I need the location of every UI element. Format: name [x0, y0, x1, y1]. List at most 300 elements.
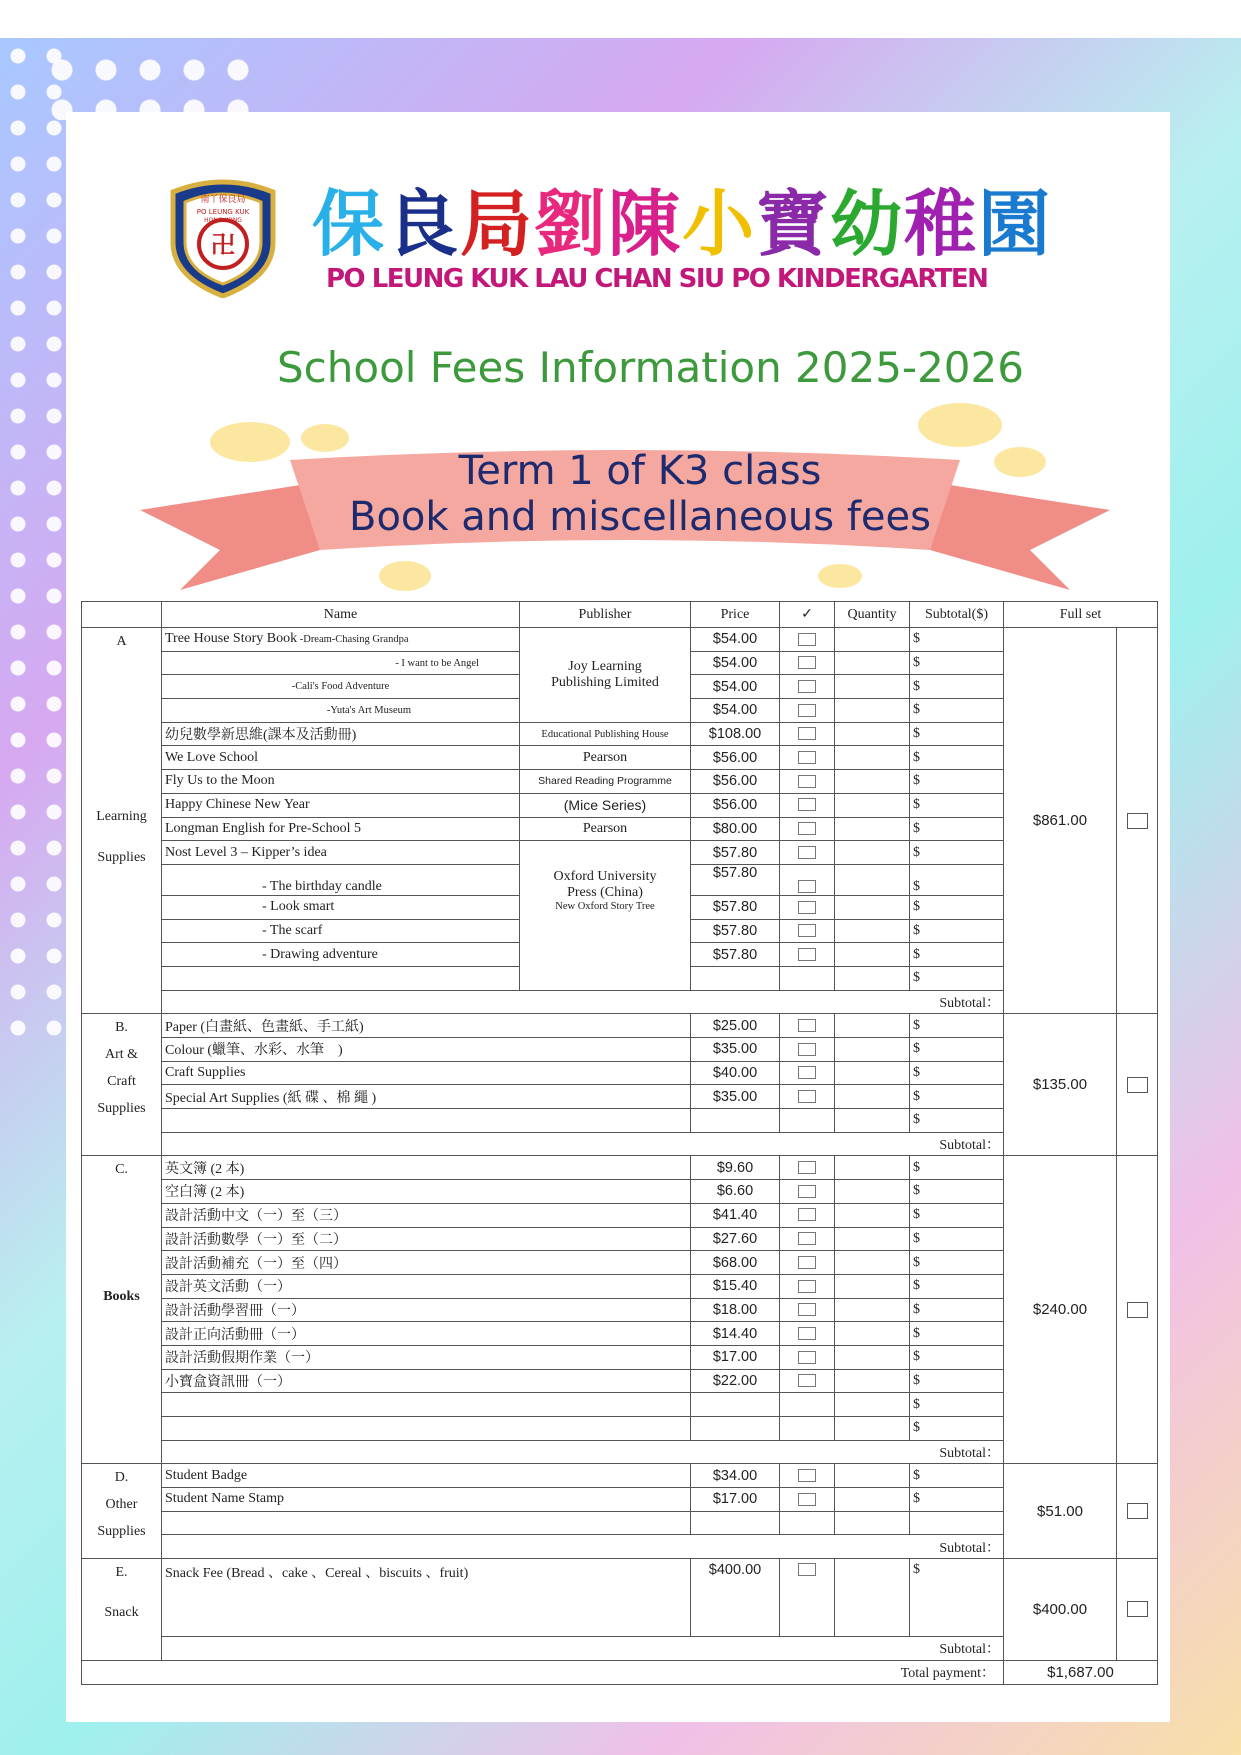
- section-d-cat-1: Other: [105, 1497, 138, 1513]
- item-price: $108.00: [691, 722, 780, 746]
- publisher-line: Press (China): [567, 885, 643, 901]
- decorative-dots: [0, 38, 70, 1038]
- checkbox[interactable]: [798, 680, 816, 693]
- checkbox[interactable]: [798, 1232, 816, 1245]
- section-e-full-set-price: $400.00: [1004, 1559, 1117, 1661]
- section-b-cat-3: Supplies: [97, 1101, 146, 1117]
- item-price: $54.00: [691, 651, 780, 675]
- subtotal-cell: $: [910, 651, 1004, 675]
- item-price: $41.40: [691, 1203, 780, 1227]
- item-name: - The birthday candle: [162, 864, 520, 895]
- section-a-full-set-price: $861.00: [1004, 628, 1117, 1014]
- section-e-category: [82, 1559, 162, 1661]
- full-set-checkbox[interactable]: [1127, 813, 1148, 829]
- quantity-cell[interactable]: [835, 722, 910, 746]
- school-chinese-name: [312, 166, 1052, 270]
- banner-text: [300, 448, 980, 540]
- decorative-dots-top: [40, 50, 260, 120]
- item-price: $17.00: [691, 1345, 780, 1369]
- title-char-5: 小: [682, 182, 757, 266]
- section-c-category: [82, 1156, 162, 1464]
- item-name: 設計活動補充（一）至（四）: [162, 1251, 691, 1275]
- checkbox[interactable]: [798, 1493, 816, 1506]
- quantity-cell[interactable]: [835, 1227, 910, 1251]
- total-payment-label: Total payment：: [82, 1660, 1004, 1684]
- quantity-cell[interactable]: [835, 1251, 910, 1275]
- table-row: [82, 841, 1158, 865]
- item-name: 幼兒數學新思維(課本及活動冊): [162, 722, 520, 746]
- section-e-full-set-check[interactable]: [1117, 1559, 1158, 1661]
- subtotal-cell: $: [910, 1322, 1004, 1346]
- check-cell[interactable]: [780, 793, 835, 817]
- item-name: 設計英文活動（一）: [162, 1274, 691, 1298]
- checkbox[interactable]: [798, 633, 816, 646]
- quantity-cell[interactable]: [835, 1109, 910, 1133]
- subtotal-cell: $: [910, 1417, 1004, 1441]
- item-name: Paper (白畫紙、色畫紙、手工紙): [162, 1014, 691, 1038]
- checkbox[interactable]: [798, 1185, 816, 1198]
- subtotal-cell: $: [910, 628, 1004, 652]
- table-row: [82, 746, 1158, 770]
- checkbox[interactable]: [798, 1019, 816, 1032]
- checkbox[interactable]: [798, 1303, 816, 1316]
- subtotal-cell: $: [910, 699, 1004, 723]
- subtotal-cell: $: [910, 1345, 1004, 1369]
- item-price: $15.40: [691, 1274, 780, 1298]
- check-cell[interactable]: [780, 841, 835, 865]
- table-row: [82, 1109, 1158, 1133]
- check-cell[interactable]: [780, 770, 835, 794]
- checkbox[interactable]: [798, 1066, 816, 1079]
- check-cell[interactable]: [780, 1203, 835, 1227]
- section-c-full-set-check[interactable]: [1117, 1156, 1158, 1464]
- table-row: [82, 770, 1158, 794]
- item-name: Special Art Supplies (紙 碟 、棉 繩 ): [162, 1085, 691, 1109]
- check-cell[interactable]: [780, 1227, 835, 1251]
- quantity-cell[interactable]: [835, 628, 910, 652]
- checkbox[interactable]: [798, 1090, 816, 1103]
- title-char-3: 劉: [534, 182, 609, 266]
- quantity-cell[interactable]: [835, 770, 910, 794]
- section-e-letter: E.: [115, 1565, 128, 1581]
- fees-table: [81, 601, 1158, 1685]
- quantity-cell[interactable]: [835, 1488, 910, 1512]
- checkbox[interactable]: [798, 948, 816, 961]
- table-row: [82, 1014, 1158, 1038]
- table-row: [82, 1038, 1158, 1062]
- quantity-cell[interactable]: [835, 1369, 910, 1393]
- item-price: $80.00: [691, 817, 780, 841]
- quantity-cell[interactable]: [835, 1014, 910, 1038]
- section-d-full-set-check[interactable]: [1117, 1464, 1158, 1559]
- subtotal-cell: $: [910, 1274, 1004, 1298]
- item-price: [691, 1109, 780, 1133]
- checkbox[interactable]: [798, 846, 816, 859]
- check-cell[interactable]: [780, 1298, 835, 1322]
- quantity-cell[interactable]: [835, 1156, 910, 1180]
- quantity-cell[interactable]: [835, 651, 910, 675]
- check-cell: [780, 1109, 835, 1133]
- subtotal-cell: $: [910, 770, 1004, 794]
- check-cell[interactable]: [780, 1345, 835, 1369]
- item-price: $9.60: [691, 1156, 780, 1180]
- title-char-0: 保: [312, 182, 387, 266]
- publisher-line: Publishing Limited: [551, 674, 659, 690]
- check-cell[interactable]: [780, 1369, 835, 1393]
- item-name: Fly Us to the Moon: [162, 770, 520, 794]
- item-price: $54.00: [691, 699, 780, 723]
- table-row: [82, 817, 1158, 841]
- item-name-suffix: -Dream-Chasing Grandpa: [297, 634, 409, 646]
- subtotal-cell: $: [910, 1298, 1004, 1322]
- checkbox[interactable]: [798, 1374, 816, 1387]
- check-cell[interactable]: [780, 1156, 835, 1180]
- item-name: 設計活動中文（一）至（三）: [162, 1203, 691, 1227]
- subtotal-cell: [910, 1511, 1004, 1535]
- table-row: [82, 628, 1158, 652]
- check-cell[interactable]: [780, 1488, 835, 1512]
- checkbox[interactable]: [798, 1043, 816, 1056]
- quantity-cell[interactable]: [835, 1559, 910, 1637]
- subtotal-cell: $: [910, 722, 1004, 746]
- item-price: $25.00: [691, 1014, 780, 1038]
- quantity-cell[interactable]: [835, 1274, 910, 1298]
- item-price: $35.00: [691, 1038, 780, 1062]
- publisher-cell: Pearson: [520, 746, 691, 770]
- checkbox[interactable]: [798, 924, 816, 937]
- subtotal-cell: $: [910, 919, 1004, 943]
- item-price: $57.80: [691, 864, 780, 895]
- item-price: [691, 1393, 780, 1417]
- check-cell[interactable]: [780, 1180, 835, 1204]
- page-subtitle: School Fees Information 2025-2026: [277, 343, 1024, 392]
- subtotal-cell: $: [910, 966, 1004, 990]
- table-row: [82, 1393, 1158, 1417]
- item-price: [691, 966, 780, 990]
- table-row: [82, 1559, 1158, 1637]
- item-name: 設計活動數學（一）至（二）: [162, 1227, 691, 1251]
- item-price: $18.00: [691, 1298, 780, 1322]
- header-category: [82, 602, 162, 628]
- subtotal-cell: $: [910, 1559, 1004, 1637]
- quantity-cell[interactable]: [835, 966, 910, 990]
- item-name: [162, 966, 520, 990]
- full-set-checkbox[interactable]: [1127, 1302, 1148, 1318]
- publisher-cell: Shared Reading Programme: [520, 770, 691, 794]
- item-name: 英文簿 (2 本): [162, 1156, 691, 1180]
- section-b-letter: B.: [115, 1020, 128, 1036]
- quantity-cell[interactable]: [835, 1085, 910, 1109]
- check-cell[interactable]: [780, 1464, 835, 1488]
- publisher-cell: Educational Publishing House: [520, 722, 691, 746]
- item-name: [162, 1393, 691, 1417]
- total-row: [82, 1660, 1158, 1684]
- subtotal-cell: $: [910, 1156, 1004, 1180]
- item-price: $57.80: [691, 895, 780, 919]
- check-cell[interactable]: [780, 651, 835, 675]
- table-header-row: [82, 602, 1158, 628]
- item-name: 小寶盒資訊冊（一）: [162, 1369, 691, 1393]
- check-cell[interactable]: [780, 895, 835, 919]
- section-d-full-set-price: $51.00: [1004, 1464, 1117, 1559]
- item-name-text: Tree House Story Book: [165, 631, 298, 647]
- quantity-cell[interactable]: [835, 1298, 910, 1322]
- check-cell[interactable]: [780, 1559, 835, 1637]
- subtotal-cell: $: [910, 1488, 1004, 1512]
- quantity-cell[interactable]: [835, 1393, 910, 1417]
- header-subtotal: Subtotal($): [910, 602, 1004, 628]
- logo-mid-text: PO LEUNG KUK: [196, 208, 250, 216]
- item-name: [162, 628, 520, 652]
- subtotal-cell: $: [910, 1085, 1004, 1109]
- check-cell: [780, 1417, 835, 1441]
- full-set-checkbox[interactable]: [1127, 1503, 1148, 1519]
- check-cell[interactable]: [780, 1085, 835, 1109]
- checkbox[interactable]: [798, 1469, 816, 1482]
- checkbox[interactable]: [798, 1256, 816, 1269]
- item-name: [162, 1511, 691, 1535]
- quantity-cell[interactable]: [835, 841, 910, 865]
- publisher-cell: [520, 841, 691, 990]
- subtotal-cell: $: [910, 864, 1004, 895]
- subtotal-cell: $: [910, 746, 1004, 770]
- item-price: $57.80: [691, 919, 780, 943]
- total-payment-value: $1,687.00: [1004, 1660, 1158, 1684]
- table-row: [82, 1322, 1158, 1346]
- subtotal-cell: $: [910, 1464, 1004, 1488]
- quantity-cell[interactable]: [835, 1417, 910, 1441]
- header-quantity: Quantity: [835, 602, 910, 628]
- item-price: $57.80: [691, 943, 780, 967]
- check-cell[interactable]: [780, 628, 835, 652]
- quantity-cell[interactable]: [835, 793, 910, 817]
- item-name: 設計正向活動冊（一）: [162, 1322, 691, 1346]
- section-b-full-set-check[interactable]: [1117, 1014, 1158, 1156]
- item-price: $54.00: [691, 628, 780, 652]
- subtotal-cell: $: [910, 1109, 1004, 1133]
- quantity-cell[interactable]: [835, 919, 910, 943]
- svg-text:卍: 卍: [211, 231, 235, 259]
- banner-line-2: Book and miscellaneous fees: [349, 494, 931, 540]
- quantity-cell[interactable]: [835, 943, 910, 967]
- publisher-line: Oxford University: [553, 869, 657, 885]
- check-cell[interactable]: [780, 1061, 835, 1085]
- logo-top-text: 南丫保良局: [200, 195, 246, 205]
- check-cell: [780, 1511, 835, 1535]
- check-cell[interactable]: [780, 1038, 835, 1062]
- check-cell: [780, 1393, 835, 1417]
- banner-line-1: Term 1 of K3 class: [458, 448, 822, 494]
- check-cell[interactable]: [780, 943, 835, 967]
- item-name: We Love School: [162, 746, 520, 770]
- section-a-category: [82, 628, 162, 1014]
- quantity-cell[interactable]: [835, 1180, 910, 1204]
- subtotal-cell: $: [910, 817, 1004, 841]
- section-b-cat-2: Craft: [107, 1074, 136, 1090]
- check-cell: [780, 966, 835, 990]
- quantity-cell[interactable]: [835, 699, 910, 723]
- header-publisher: Publisher: [520, 602, 691, 628]
- checkbox[interactable]: [798, 798, 816, 811]
- item-name: Colour (蠟筆、水彩、水筆 ): [162, 1038, 691, 1062]
- table-row: [82, 722, 1158, 746]
- item-price: [691, 1511, 780, 1535]
- section-b-cat-1: Art &: [104, 1047, 139, 1063]
- subtotal-cell: $: [910, 1203, 1004, 1227]
- table-row: [82, 1251, 1158, 1275]
- item-name: - I want to be Angel: [162, 651, 520, 675]
- item-price: $56.00: [691, 770, 780, 794]
- school-english-name: PO LEUNG KUK LAU CHAN SIU PO KINDERGARTEN: [326, 264, 988, 294]
- table-row: [82, 793, 1158, 817]
- check-cell[interactable]: [780, 817, 835, 841]
- table-row: [82, 1085, 1158, 1109]
- checkbox[interactable]: [798, 656, 816, 669]
- section-b-category: [82, 1014, 162, 1156]
- check-cell[interactable]: [780, 675, 835, 699]
- full-set-checkbox[interactable]: [1127, 1077, 1148, 1093]
- quantity-cell[interactable]: [835, 895, 910, 919]
- quantity-cell[interactable]: [835, 675, 910, 699]
- table-row: [82, 1180, 1158, 1204]
- checkbox[interactable]: [798, 1161, 816, 1174]
- check-cell[interactable]: [780, 722, 835, 746]
- item-name: 設計活動假期作業（一）: [162, 1345, 691, 1369]
- quantity-cell[interactable]: [835, 1511, 910, 1535]
- quantity-cell[interactable]: [835, 1061, 910, 1085]
- subtotal-cell: $: [910, 1393, 1004, 1417]
- subtotal-cell: $: [910, 1180, 1004, 1204]
- checkbox[interactable]: [798, 901, 816, 914]
- checkbox[interactable]: [798, 822, 816, 835]
- checkbox[interactable]: [798, 1351, 816, 1364]
- title-char-2: 局: [460, 182, 535, 266]
- section-c-cat-1: Books: [103, 1289, 140, 1305]
- check-cell[interactable]: [780, 1014, 835, 1038]
- subtotal-label: Subtotal：: [162, 1132, 1004, 1156]
- subtotal-cell: $: [910, 1061, 1004, 1085]
- subtotal-row: [82, 1132, 1158, 1156]
- title-char-9: 園: [978, 182, 1053, 266]
- publisher-cell: (Mice Series): [520, 793, 691, 817]
- checkbox[interactable]: [798, 751, 816, 764]
- item-price: $17.00: [691, 1488, 780, 1512]
- item-name: Nost Level 3 – Kipper’s idea: [162, 841, 520, 865]
- checkbox[interactable]: [798, 1280, 816, 1293]
- table-row: [82, 1156, 1158, 1180]
- item-price: $400.00: [691, 1559, 780, 1637]
- checkbox[interactable]: [798, 1327, 816, 1340]
- subtotal-row: [82, 1535, 1158, 1559]
- publisher-line: Joy Learning: [568, 658, 642, 674]
- full-set-checkbox[interactable]: [1127, 1601, 1148, 1617]
- header-full-set: Full set: [1004, 602, 1158, 628]
- subtotal-label: Subtotal：: [162, 1440, 1004, 1464]
- logo-bot-text: HONG KONG: [204, 217, 242, 224]
- item-name: -Cali's Food Adventure: [162, 675, 520, 699]
- check-cell[interactable]: [780, 699, 835, 723]
- item-name: Snack Fee (Bread 、cake 、Cereal 、biscuits 、fruit): [162, 1559, 691, 1637]
- check-cell[interactable]: [780, 1251, 835, 1275]
- item-name: Student Badge: [162, 1464, 691, 1488]
- title-char-4: 陳: [608, 182, 683, 266]
- section-e-cat-1: Snack: [104, 1605, 139, 1621]
- item-price: $68.00: [691, 1251, 780, 1275]
- item-name: Longman English for Pre-School 5: [162, 817, 520, 841]
- item-price: $22.00: [691, 1369, 780, 1393]
- check-cell[interactable]: [780, 864, 835, 895]
- item-price: $35.00: [691, 1085, 780, 1109]
- table-row: [82, 1227, 1158, 1251]
- subtotal-label: Subtotal：: [162, 990, 1004, 1014]
- checkbox[interactable]: [798, 880, 816, 893]
- subtotal-cell: $: [910, 793, 1004, 817]
- quantity-cell[interactable]: [835, 817, 910, 841]
- item-name: [162, 1417, 691, 1441]
- checkbox[interactable]: [798, 704, 816, 717]
- quantity-cell[interactable]: [835, 1345, 910, 1369]
- check-cell[interactable]: [780, 1322, 835, 1346]
- item-price: [691, 1417, 780, 1441]
- section-d-category: [82, 1464, 162, 1559]
- table-row: [82, 1345, 1158, 1369]
- section-a-full-set-check[interactable]: [1117, 628, 1158, 1014]
- item-price: $54.00: [691, 675, 780, 699]
- item-price: $34.00: [691, 1464, 780, 1488]
- item-price: $57.80: [691, 841, 780, 865]
- table-row: [82, 1369, 1158, 1393]
- quantity-cell[interactable]: [835, 1038, 910, 1062]
- item-name: Craft Supplies: [162, 1061, 691, 1085]
- item-price: $27.60: [691, 1227, 780, 1251]
- item-name: Happy Chinese New Year: [162, 793, 520, 817]
- checkbox[interactable]: [798, 727, 816, 740]
- section-a-letter: A: [116, 634, 127, 649]
- section-b-full-set-price: $135.00: [1004, 1014, 1117, 1156]
- check-cell[interactable]: [780, 746, 835, 770]
- title-char-8: 稚: [904, 182, 979, 266]
- quantity-cell[interactable]: [835, 1322, 910, 1346]
- item-name: [162, 1109, 691, 1133]
- header-name: Name: [162, 602, 520, 628]
- section-a-cat-2: Supplies: [97, 850, 146, 865]
- table-row: [82, 1203, 1158, 1227]
- check-cell[interactable]: [780, 919, 835, 943]
- table-row: [82, 1488, 1158, 1512]
- subtotal-cell: $: [910, 1014, 1004, 1038]
- subtotal-cell: $: [910, 1227, 1004, 1251]
- table-row: [82, 1464, 1158, 1488]
- section-d-letter: D.: [114, 1470, 129, 1486]
- subtotal-row: [82, 990, 1158, 1014]
- item-price: $14.40: [691, 1322, 780, 1346]
- item-price: $40.00: [691, 1061, 780, 1085]
- checkbox[interactable]: [798, 1208, 816, 1221]
- quantity-cell[interactable]: [835, 1464, 910, 1488]
- checkbox[interactable]: [798, 1563, 816, 1576]
- title-char-7: 幼: [830, 182, 905, 266]
- item-price: $56.00: [691, 793, 780, 817]
- item-name: - Drawing adventure: [162, 943, 520, 967]
- quantity-cell[interactable]: [835, 864, 910, 895]
- check-cell[interactable]: [780, 1274, 835, 1298]
- quantity-cell[interactable]: [835, 746, 910, 770]
- quantity-cell[interactable]: [835, 1203, 910, 1227]
- checkbox[interactable]: [798, 775, 816, 788]
- subtotal-cell: $: [910, 895, 1004, 919]
- subtotal-cell: $: [910, 943, 1004, 967]
- table-row: [82, 1061, 1158, 1085]
